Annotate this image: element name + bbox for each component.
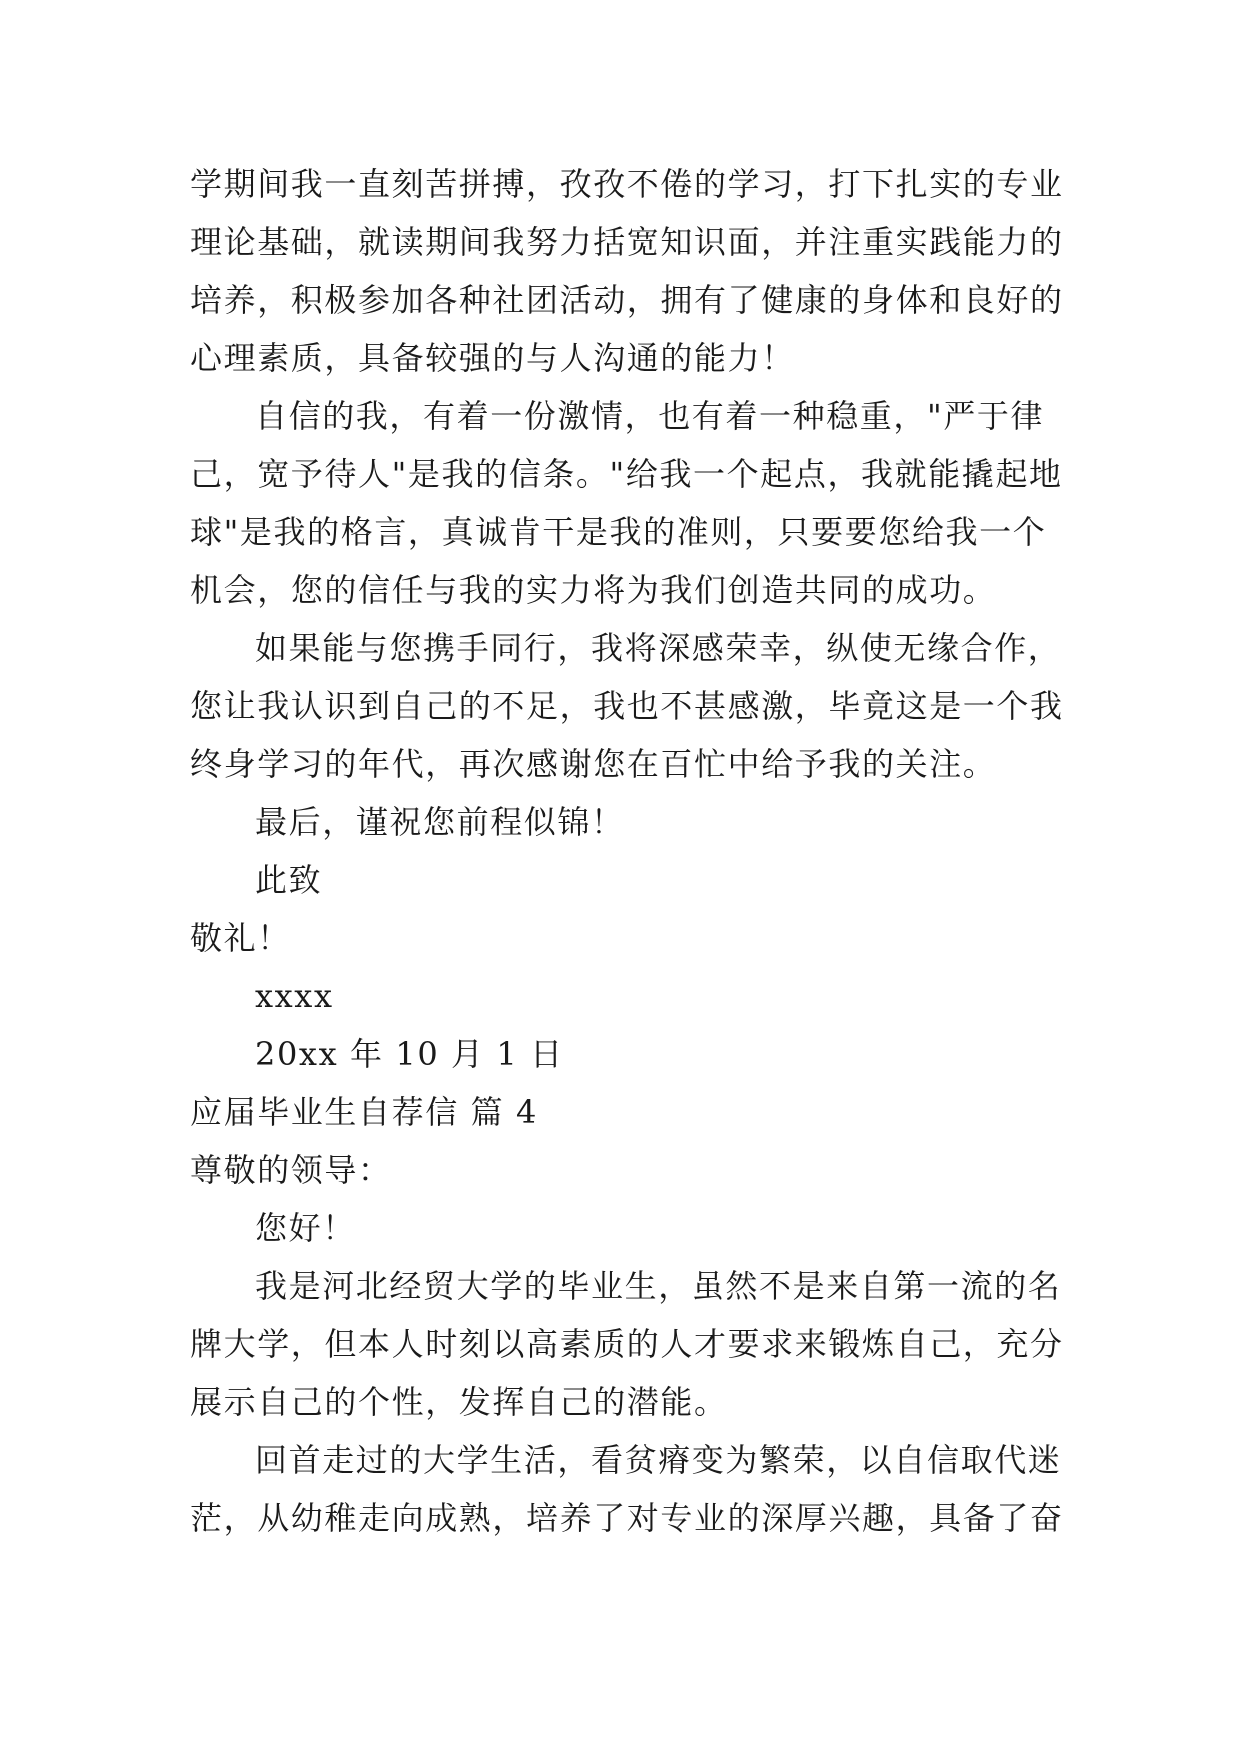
greeting-hello: 您好！: [255, 1209, 356, 1247]
text-line: 展示自己的个性，发挥自己的潜能。: [190, 1383, 728, 1421]
paragraph-start-line: 如果能与您携手同行，我将深感荣幸，纵使无缘合作，: [255, 629, 1062, 667]
text-line: 茫，从幼稚走向成熟，培养了对专业的深厚兴趣，具备了奋: [190, 1499, 1064, 1537]
letter-greeting: 尊敬的领导：: [190, 1151, 392, 1189]
signature-name: xxxx: [255, 977, 334, 1015]
text-line: 心理素质，具备较强的与人沟通的能力！: [190, 339, 795, 377]
text-line: 球"是我的格言，真诚肯干是我的准则，只要要您给我一个: [190, 513, 1047, 551]
paragraph-start-line: 我是河北经贸大学的毕业生，虽然不是来自第一流的名: [255, 1267, 1062, 1305]
text-line: 己，宽予待人"是我的信条。"给我一个起点，我就能撬起地: [190, 455, 1063, 493]
text-line: 机会，您的信任与我的实力将为我们创造共同的成功。: [190, 571, 997, 609]
paragraph-start-line: 自信的我，有着一份激情，也有着一种稳重，"严于律: [255, 397, 1045, 435]
text-line: 牌大学，但本人时刻以高素质的人才要求来锻炼自己，充分: [190, 1325, 1064, 1363]
closing-regards: 敬礼！: [190, 919, 291, 957]
text-line: 理论基础，就读期间我努力括宽知识面，并注重实践能力的: [190, 223, 1064, 261]
text-line: 您让我认识到自己的不足，我也不甚感激，毕竟这是一个我: [190, 687, 1064, 725]
paragraph-start-line: 回首走过的大学生活，看贫瘠变为繁荣，以自信取代迷: [255, 1441, 1062, 1479]
closing-salutation: 此致: [255, 861, 323, 899]
section-title: 应届毕业生自荐信 篇 4: [190, 1093, 538, 1131]
text-line: 终身学习的年代，再次感谢您在百忙中给予我的关注。: [190, 745, 997, 783]
signature-date: 20xx 年 10 月 1 日: [255, 1035, 564, 1073]
text-line: 学期间我一直刻苦拼搏，孜孜不倦的学习，打下扎实的专业: [190, 165, 1064, 203]
closing-wish: 最后，谨祝您前程似锦！: [255, 803, 625, 841]
text-line: 培养，积极参加各种社团活动，拥有了健康的身体和良好的: [190, 281, 1064, 319]
